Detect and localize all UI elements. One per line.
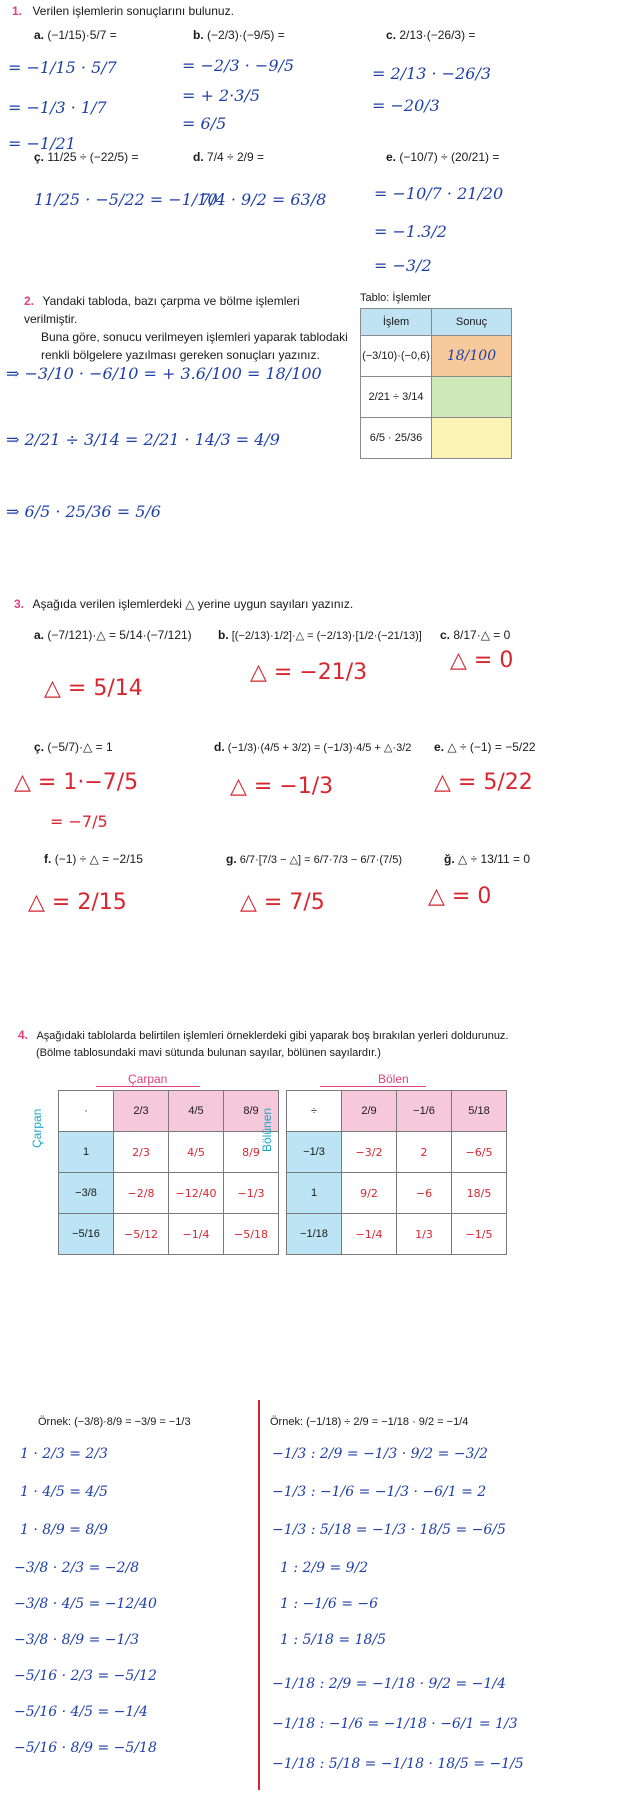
mult-work-2: 1 · 4/5 = 4/5 xyxy=(20,1484,108,1500)
mult-col-1: 2/3 xyxy=(114,1091,169,1132)
q1b-work-3: = 6/5 xyxy=(182,114,227,133)
q3-item-b xyxy=(218,628,422,642)
q3-item-a xyxy=(34,628,192,642)
q3e-expr: △ ÷ (−1) = −5/22 xyxy=(447,740,536,754)
q1c-work-1: = 2/13 · −26/3 xyxy=(372,64,492,83)
q1e-expr: (−10/7) ÷ (20/21) = xyxy=(399,150,500,164)
mult-row-2: −3/8 xyxy=(59,1173,114,1214)
mult-work-8: −5/16 · 4/5 = −1/4 xyxy=(14,1704,148,1720)
q1-item-a xyxy=(34,28,117,42)
div-row-1: −1/3 xyxy=(287,1132,342,1173)
q1cc-expr: 11/25 ÷ (−22/5) = xyxy=(47,150,139,164)
example-div: Örnek: (−1/18) ÷ 2/9 = −1/18 · 9/2 = −1/4 xyxy=(270,1416,469,1428)
q3g-label: g. xyxy=(226,852,237,866)
q3-item-g-breve xyxy=(444,852,530,866)
q1a-expr: (−1/15)·5/7 = xyxy=(47,28,117,42)
div-row-2: 1 xyxy=(287,1173,342,1214)
mult-col-3: 8/9 xyxy=(224,1091,279,1132)
q2-row3-op: 6/5 · 25/36 xyxy=(361,418,432,459)
example-mult: Örnek: (−3/8)·8/9 = −3/9 = −1/3 xyxy=(38,1416,191,1428)
div-work-8: −1/18 : −1/6 = −1/18 · −6/1 = 1/3 xyxy=(272,1716,518,1732)
q1-number: 1. xyxy=(12,4,23,18)
q3c-expr: 8/17·△ = 0 xyxy=(453,628,511,642)
q1-instruction: Verilen işlemlerin sonuçlarını bulunuz. xyxy=(32,4,234,18)
mult-cell-1-3[interactable]: 8/9 xyxy=(224,1132,279,1173)
q4-heading xyxy=(18,1026,628,1062)
q3c-answer: △ = 0 xyxy=(450,648,514,673)
mult-work-5: −3/8 · 4/5 = −12/40 xyxy=(14,1596,157,1612)
q3e-answer: △ = 5/22 xyxy=(434,770,533,795)
q1e-work-1: = −10/7 · 21/20 xyxy=(374,184,504,203)
q3-number: 3. xyxy=(14,597,25,611)
q3gg-label: ğ. xyxy=(444,852,455,866)
q3f-expr: (−1) ÷ △ = −2/15 xyxy=(54,852,143,866)
div-cell-1-2[interactable]: 2 xyxy=(397,1132,452,1173)
q3e-label: e. xyxy=(434,740,445,754)
q1b-work-1: = −2/3 · −9/5 xyxy=(182,56,295,75)
mult-work-1: 1 · 2/3 = 2/3 xyxy=(20,1446,108,1462)
mult-corner: · xyxy=(59,1091,114,1132)
q1c-expr: 2/13·(−26/3) = xyxy=(399,28,476,42)
q3gg-expr: △ ÷ 13/11 = 0 xyxy=(458,852,530,866)
q1d-label: d. xyxy=(193,150,204,164)
q1-item-e xyxy=(386,150,499,164)
q3-instruction: Aşağıda verilen işlemlerdeki △ yerine uygun sayıları yazınız. xyxy=(32,597,354,611)
q1e-work-3: = −3/2 xyxy=(374,256,432,275)
q1-item-c-cedilla xyxy=(34,150,138,164)
q1-item-c xyxy=(386,28,475,42)
q3a-label: a. xyxy=(34,628,45,642)
q1-heading xyxy=(12,2,234,20)
q2-row2-op: 2/21 ÷ 3/14 xyxy=(361,377,432,418)
q2-line-1: Yandaki tabloda, bazı çarpma ve bölme işlemleri verilmiştir. xyxy=(24,294,300,326)
div-side-label: Bölünen xyxy=(260,1107,274,1152)
q1-item-d xyxy=(193,150,264,164)
div-corner: ÷ xyxy=(287,1091,342,1132)
q3g-expr: 6/7·[7/3 − △] = 6/7·7/3 − 6/7·(7/5) xyxy=(239,854,402,866)
q2-heading xyxy=(24,292,354,364)
mult-cell-3-3[interactable]: −5/18 xyxy=(224,1214,279,1255)
column-divider xyxy=(258,1400,260,1790)
mult-row-1: 1 xyxy=(59,1132,114,1173)
q3cc-answer: △ = 1·−7/5 xyxy=(14,770,139,795)
q2-header-result: Sonuç xyxy=(432,309,512,336)
q3d-answer: △ = −1/3 xyxy=(230,774,334,799)
mult-cell-2-3[interactable]: −1/3 xyxy=(224,1173,279,1214)
q3b-expr: [(−2/13)·1/2]·△ = (−2/13)·[1/2·(−21/13)] xyxy=(231,630,422,642)
q1-item-b xyxy=(193,28,285,42)
q1d-expr: 7/4 ÷ 2/9 = xyxy=(207,150,264,164)
q2-row2-result[interactable] xyxy=(432,377,512,418)
q2-row1-result[interactable]: 18/100 xyxy=(432,336,512,377)
div-cell-3-3[interactable]: −1/5 xyxy=(452,1214,507,1255)
q1b-work-2: = + 2·3/5 xyxy=(182,86,260,105)
mult-work-7: −5/16 · 2/3 = −5/12 xyxy=(14,1668,157,1684)
div-col-1: 2/9 xyxy=(342,1091,397,1132)
div-work-1: −1/3 : 2/9 = −1/3 · 9/2 = −3/2 xyxy=(272,1446,489,1462)
q2-table-title: Tablo: İşlemler xyxy=(360,292,431,304)
q4-line-1: Aşağıdaki tablolarda belirtilen işlemleri örneklerdeki gibi yaparak boş bırakılan yerleri doldurunuz. xyxy=(36,1030,509,1042)
q3c-label: c. xyxy=(440,628,451,642)
div-cell-3-1[interactable]: −1/4 xyxy=(342,1214,397,1255)
q1c-work-2: = −20/3 xyxy=(372,96,440,115)
mult-row-3: −5/16 xyxy=(59,1214,114,1255)
q3-item-c-cedilla xyxy=(34,740,113,754)
q1a-label: a. xyxy=(34,28,45,42)
q2-work-3: ⇒ 6/5 · 25/36 = 5/6 xyxy=(6,502,161,521)
q4-line-2: (Bölme tablosundaki mavi sütunda bulunan sayılar, bölünen sayılardır.) xyxy=(36,1047,381,1059)
div-top-bracket xyxy=(320,1086,426,1087)
div-cell-2-2[interactable]: −6 xyxy=(397,1173,452,1214)
q1c-label: c. xyxy=(386,28,397,42)
div-work-9: −1/18 : 5/18 = −1/18 · 18/5 = −1/5 xyxy=(272,1756,524,1772)
q2-row1-op: (−3/10)·(−0,6) xyxy=(361,336,432,377)
q3cc-answer-2: = −7/5 xyxy=(50,812,108,831)
q1e-work-2: = −1.3/2 xyxy=(374,222,447,241)
mult-col-2: 4/5 xyxy=(169,1091,224,1132)
q3gg-answer: △ = 0 xyxy=(428,884,492,909)
div-table xyxy=(286,1090,507,1255)
q2-table xyxy=(360,308,512,459)
q3d-expr: (−1/3)·(4/5 + 3/2) = (−1/3)·4/5 + △·3/2 xyxy=(227,742,412,754)
q1cc-label: ç. xyxy=(34,150,45,164)
q3-item-d xyxy=(214,740,411,754)
q1d-work-1: 7/4 · 9/2 = 63/8 xyxy=(200,190,327,209)
q3b-label: b. xyxy=(218,628,229,642)
q3d-label: d. xyxy=(214,740,225,754)
q2-line-3: renkli bölgelere yazılması gereken sonuçları yazınız. xyxy=(41,348,320,362)
q2-work-1: ⇒ −3/10 · −6/10 = + 3.6/100 = 18/100 xyxy=(6,364,322,383)
q3-heading xyxy=(14,595,353,613)
mult-cell-1-1[interactable]: 2/3 xyxy=(114,1132,169,1173)
div-work-7: −1/18 : 2/9 = −1/18 · 9/2 = −1/4 xyxy=(272,1676,506,1692)
div-work-3: −1/3 : 5/18 = −1/3 · 18/5 = −6/5 xyxy=(272,1522,506,1538)
q1cc-work-1: 11/25 · −5/22 = −1/10 xyxy=(34,190,218,209)
q3-item-e xyxy=(434,740,536,754)
q1a-work-2: = −1/3 · 1/7 xyxy=(8,98,107,117)
q2-header-op: İşlem xyxy=(361,309,432,336)
q2-number: 2. xyxy=(24,294,35,308)
q3b-answer: △ = −21/3 xyxy=(250,660,368,685)
mult-work-4: −3/8 · 2/3 = −2/8 xyxy=(14,1560,140,1576)
q3f-label: f. xyxy=(44,852,52,866)
q3a-answer: △ = 5/14 xyxy=(44,676,143,701)
mult-work-6: −3/8 · 8/9 = −1/3 xyxy=(14,1632,140,1648)
q3-item-c xyxy=(440,628,510,642)
mult-table xyxy=(58,1090,279,1255)
div-cell-3-2[interactable]: 1/3 xyxy=(397,1214,452,1255)
div-work-5: 1 : −1/6 = −6 xyxy=(280,1596,379,1612)
mult-cell-3-2[interactable]: −1/4 xyxy=(169,1214,224,1255)
q2-work-2: ⇒ 2/21 ÷ 3/14 = 2/21 · 14/3 = 4/9 xyxy=(6,430,280,449)
q3a-expr: (−7/121)·△ = 5/14·(−7/121) xyxy=(47,628,192,642)
mult-cell-2-1[interactable]: −2/8 xyxy=(114,1173,169,1214)
q4-number: 4. xyxy=(18,1028,29,1042)
mult-cell-2-2[interactable]: −12/40 xyxy=(169,1173,224,1214)
div-cell-2-1[interactable]: 9/2 xyxy=(342,1173,397,1214)
q3-item-f xyxy=(44,852,143,866)
mult-work-9: −5/16 · 8/9 = −5/18 xyxy=(14,1740,157,1756)
div-col-3: 5/18 xyxy=(452,1091,507,1132)
mult-cell-1-2[interactable]: 4/5 xyxy=(169,1132,224,1173)
div-cell-2-3[interactable]: 18/5 xyxy=(452,1173,507,1214)
mult-side-label: Çarpan xyxy=(30,1108,44,1148)
q1e-label: e. xyxy=(386,150,397,164)
mult-work-3: 1 · 8/9 = 8/9 xyxy=(20,1522,108,1538)
mult-cell-3-1[interactable]: −5/12 xyxy=(114,1214,169,1255)
div-top-label: Bölen xyxy=(378,1072,409,1086)
q2-row3-result[interactable] xyxy=(432,418,512,459)
q3-item-g xyxy=(226,852,402,866)
q3cc-label: ç. xyxy=(34,740,45,754)
q3cc-expr: (−5/7)·△ = 1 xyxy=(47,740,113,754)
q3f-answer: △ = 2/15 xyxy=(28,890,127,915)
q1a-work-3: = −1/21 xyxy=(8,134,76,153)
q1a-work-1: = −1/15 · 5/7 xyxy=(8,58,117,77)
q1b-expr: (−2/3)·(−9/5) = xyxy=(207,28,285,42)
mult-top-label: Çarpan xyxy=(128,1072,168,1086)
div-work-4: 1 : 2/9 = 9/2 xyxy=(280,1560,369,1576)
div-cell-1-3[interactable]: −6/5 xyxy=(452,1132,507,1173)
q2-line-2: Buna göre, sonucu verilmeyen işlemleri yaparak tablodaki xyxy=(41,330,348,344)
div-work-2: −1/3 : −1/6 = −1/3 · −6/1 = 2 xyxy=(272,1484,487,1500)
div-work-6: 1 : 5/18 = 18/5 xyxy=(280,1632,387,1648)
div-row-3: −1/18 xyxy=(287,1214,342,1255)
div-cell-1-1[interactable]: −3/2 xyxy=(342,1132,397,1173)
q1b-label: b. xyxy=(193,28,204,42)
div-col-2: −1/6 xyxy=(397,1091,452,1132)
q3g-answer: △ = 7/5 xyxy=(240,890,325,915)
mult-top-bracket xyxy=(96,1086,200,1087)
